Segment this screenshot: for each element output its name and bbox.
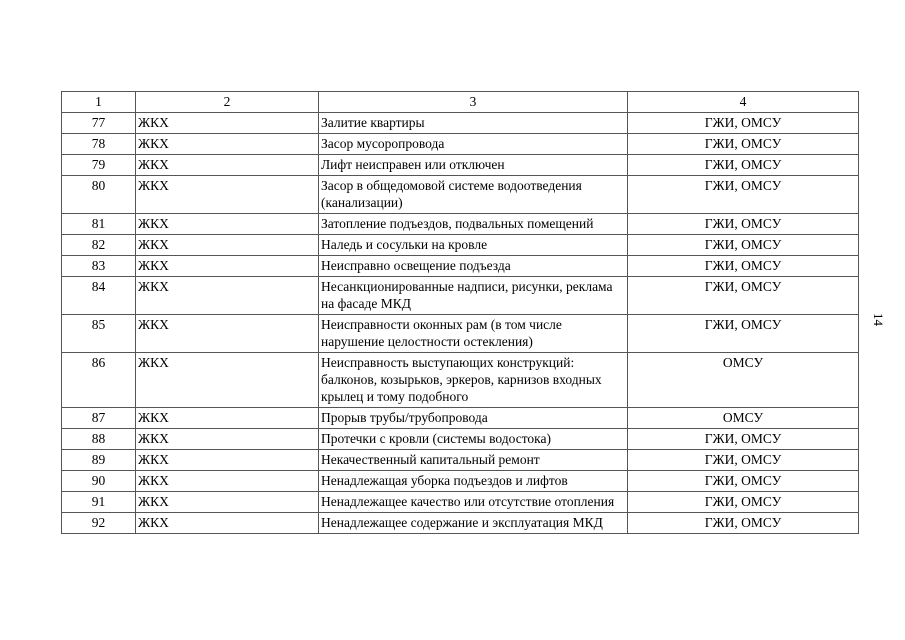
issue-description-cell: Неисправно освещение подъезда: [319, 256, 628, 277]
row-number-cell: 87: [62, 408, 136, 429]
responsible-body-cell: ГЖИ, ОМСУ: [628, 155, 859, 176]
responsible-body-cell: ГЖИ, ОМСУ: [628, 429, 859, 450]
category-cell: ЖКХ: [136, 450, 319, 471]
table-row: [62, 450, 859, 471]
header-cell-4: 4: [628, 92, 859, 113]
responsible-body-cell: ГЖИ, ОМСУ: [628, 176, 859, 214]
table-row: [62, 471, 859, 492]
header-cell-1: 1: [62, 92, 136, 113]
issue-description-cell: Ненадлежащая уборка подъездов и лифтов: [319, 471, 628, 492]
page-number: 14: [871, 313, 886, 326]
responsible-body-cell: ГЖИ, ОМСУ: [628, 450, 859, 471]
table-row: [62, 277, 859, 315]
row-number-cell: 90: [62, 471, 136, 492]
issue-description-cell: Ненадлежащее содержание и эксплуатация МКД: [319, 513, 628, 534]
row-number-cell: 79: [62, 155, 136, 176]
category-cell: ЖКХ: [136, 134, 319, 155]
responsible-body-cell: ГЖИ, ОМСУ: [628, 214, 859, 235]
issue-description-cell: Ненадлежащее качество или отсутствие отопления: [319, 492, 628, 513]
responsible-body-cell: ГЖИ, ОМСУ: [628, 513, 859, 534]
table-row: [62, 429, 859, 450]
table-body: [62, 92, 859, 534]
issue-description-cell: Протечки с кровли (системы водостока): [319, 429, 628, 450]
document-table: [61, 91, 859, 534]
category-cell: ЖКХ: [136, 176, 319, 214]
table-row: [62, 492, 859, 513]
issue-description-cell: Некачественный капитальный ремонт: [319, 450, 628, 471]
category-cell: ЖКХ: [136, 315, 319, 353]
issue-description-cell: Наледь и сосульки на кровле: [319, 235, 628, 256]
table-header-row: [62, 92, 859, 113]
table-row: [62, 214, 859, 235]
responsible-body-cell: ОМСУ: [628, 353, 859, 408]
row-number-cell: 80: [62, 176, 136, 214]
table-row: [62, 134, 859, 155]
row-number-cell: 84: [62, 277, 136, 315]
issue-description-cell: Прорыв трубы/трубопровода: [319, 408, 628, 429]
row-number-cell: 81: [62, 214, 136, 235]
table-row: [62, 408, 859, 429]
table-row: [62, 113, 859, 134]
category-cell: ЖКХ: [136, 471, 319, 492]
issue-description-cell: Засор мусоропровода: [319, 134, 628, 155]
issue-description-cell: Лифт неисправен или отключен: [319, 155, 628, 176]
row-number-cell: 92: [62, 513, 136, 534]
category-cell: ЖКХ: [136, 235, 319, 256]
row-number-cell: 77: [62, 113, 136, 134]
issue-description-cell: Неисправности оконных рам (в том числе нарушение целостности остекления): [319, 315, 628, 353]
category-cell: ЖКХ: [136, 113, 319, 134]
row-number-cell: 85: [62, 315, 136, 353]
header-cell-3: 3: [319, 92, 628, 113]
responsible-body-cell: ОМСУ: [628, 408, 859, 429]
category-cell: ЖКХ: [136, 214, 319, 235]
responsible-body-cell: ГЖИ, ОМСУ: [628, 235, 859, 256]
issue-description-cell: Несанкционированные надписи, рисунки, реклама на фасаде МКД: [319, 277, 628, 315]
issue-description-cell: Неисправность выступающих конструкций: балконов, козырьков, эркеров, карнизов входных крылец и тому подобного: [319, 353, 628, 408]
responsible-body-cell: ГЖИ, ОМСУ: [628, 256, 859, 277]
category-cell: ЖКХ: [136, 277, 319, 315]
category-cell: ЖКХ: [136, 513, 319, 534]
issue-description-cell: Засор в общедомовой системе водоотведения (канализации): [319, 176, 628, 214]
table-row: [62, 176, 859, 214]
table-row: [62, 315, 859, 353]
category-cell: ЖКХ: [136, 429, 319, 450]
table-row: [62, 155, 859, 176]
table-row: [62, 513, 859, 534]
responsible-body-cell: ГЖИ, ОМСУ: [628, 113, 859, 134]
category-cell: ЖКХ: [136, 256, 319, 277]
table-row: [62, 235, 859, 256]
category-cell: ЖКХ: [136, 408, 319, 429]
issue-description-cell: Залитие квартиры: [319, 113, 628, 134]
table-row: [62, 353, 859, 408]
responsible-body-cell: ГЖИ, ОМСУ: [628, 471, 859, 492]
row-number-cell: 88: [62, 429, 136, 450]
responsible-body-cell: ГЖИ, ОМСУ: [628, 492, 859, 513]
row-number-cell: 91: [62, 492, 136, 513]
row-number-cell: 89: [62, 450, 136, 471]
row-number-cell: 83: [62, 256, 136, 277]
issue-description-cell: Затопление подъездов, подвальных помещений: [319, 214, 628, 235]
category-cell: ЖКХ: [136, 155, 319, 176]
category-cell: ЖКХ: [136, 353, 319, 408]
row-number-cell: 86: [62, 353, 136, 408]
responsible-body-cell: ГЖИ, ОМСУ: [628, 134, 859, 155]
responsible-body-cell: ГЖИ, ОМСУ: [628, 277, 859, 315]
row-number-cell: 78: [62, 134, 136, 155]
table-row: [62, 256, 859, 277]
header-cell-2: 2: [136, 92, 319, 113]
category-cell: ЖКХ: [136, 492, 319, 513]
responsible-body-cell: ГЖИ, ОМСУ: [628, 315, 859, 353]
row-number-cell: 82: [62, 235, 136, 256]
